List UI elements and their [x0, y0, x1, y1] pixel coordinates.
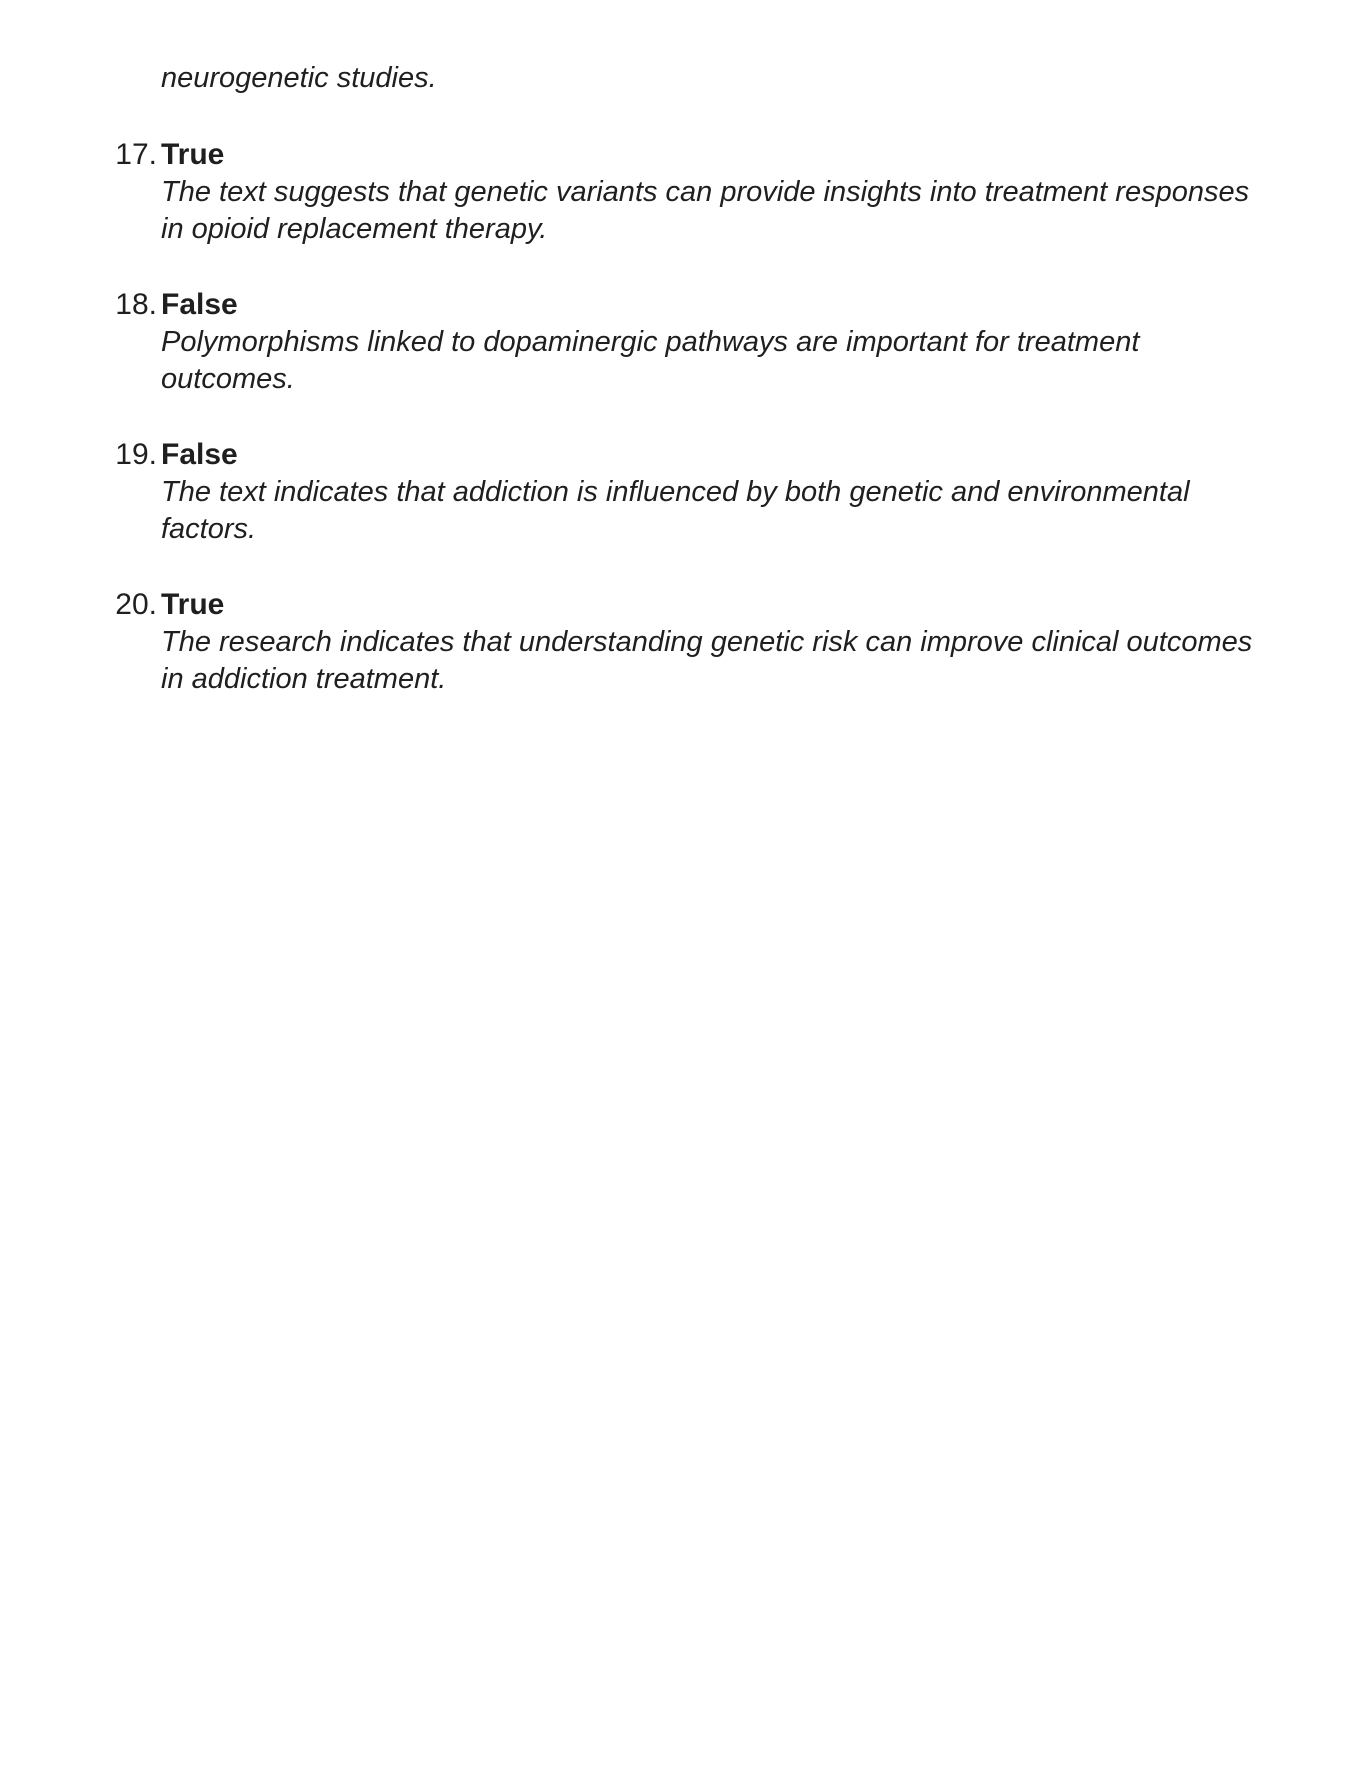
- carryover-explanation: neurogenetic studies.: [161, 62, 437, 94]
- answer-explanation: The research indicates that understanding genetic risk can improve clinical outcomes in addiction treatment.: [161, 626, 1253, 695]
- answer-verdict: False: [161, 438, 238, 471]
- answer-heading: [115, 586, 1366, 624]
- answer-number: 18.: [115, 288, 157, 321]
- answer-explanation: The text indicates that addiction is influenced by both genetic and environmental factors.: [161, 476, 1190, 545]
- answer-verdict: True: [161, 588, 225, 621]
- answer-explanation: Polymorphisms linked to dopaminergic pathways are important for treatment outcomes.: [161, 326, 1140, 395]
- answer-item-20: [0, 586, 1366, 698]
- answer-number: 19.: [115, 438, 157, 471]
- answer-verdict: False: [161, 288, 238, 321]
- answer-heading: [115, 136, 1366, 174]
- answer-item-19: [0, 436, 1366, 548]
- answer-item-17: [0, 136, 1366, 248]
- answer-explanation: The text suggests that genetic variants can provide insights into treatment responses in opioid replacement therapy.: [161, 176, 1250, 245]
- answer-verdict: True: [161, 138, 225, 171]
- answer-heading: [115, 286, 1366, 324]
- answer-list: [0, 136, 1366, 736]
- answer-number: 20.: [115, 588, 157, 621]
- answer-item-18: [0, 286, 1366, 398]
- answer-number: 17.: [115, 138, 157, 171]
- answer-heading: [115, 436, 1366, 474]
